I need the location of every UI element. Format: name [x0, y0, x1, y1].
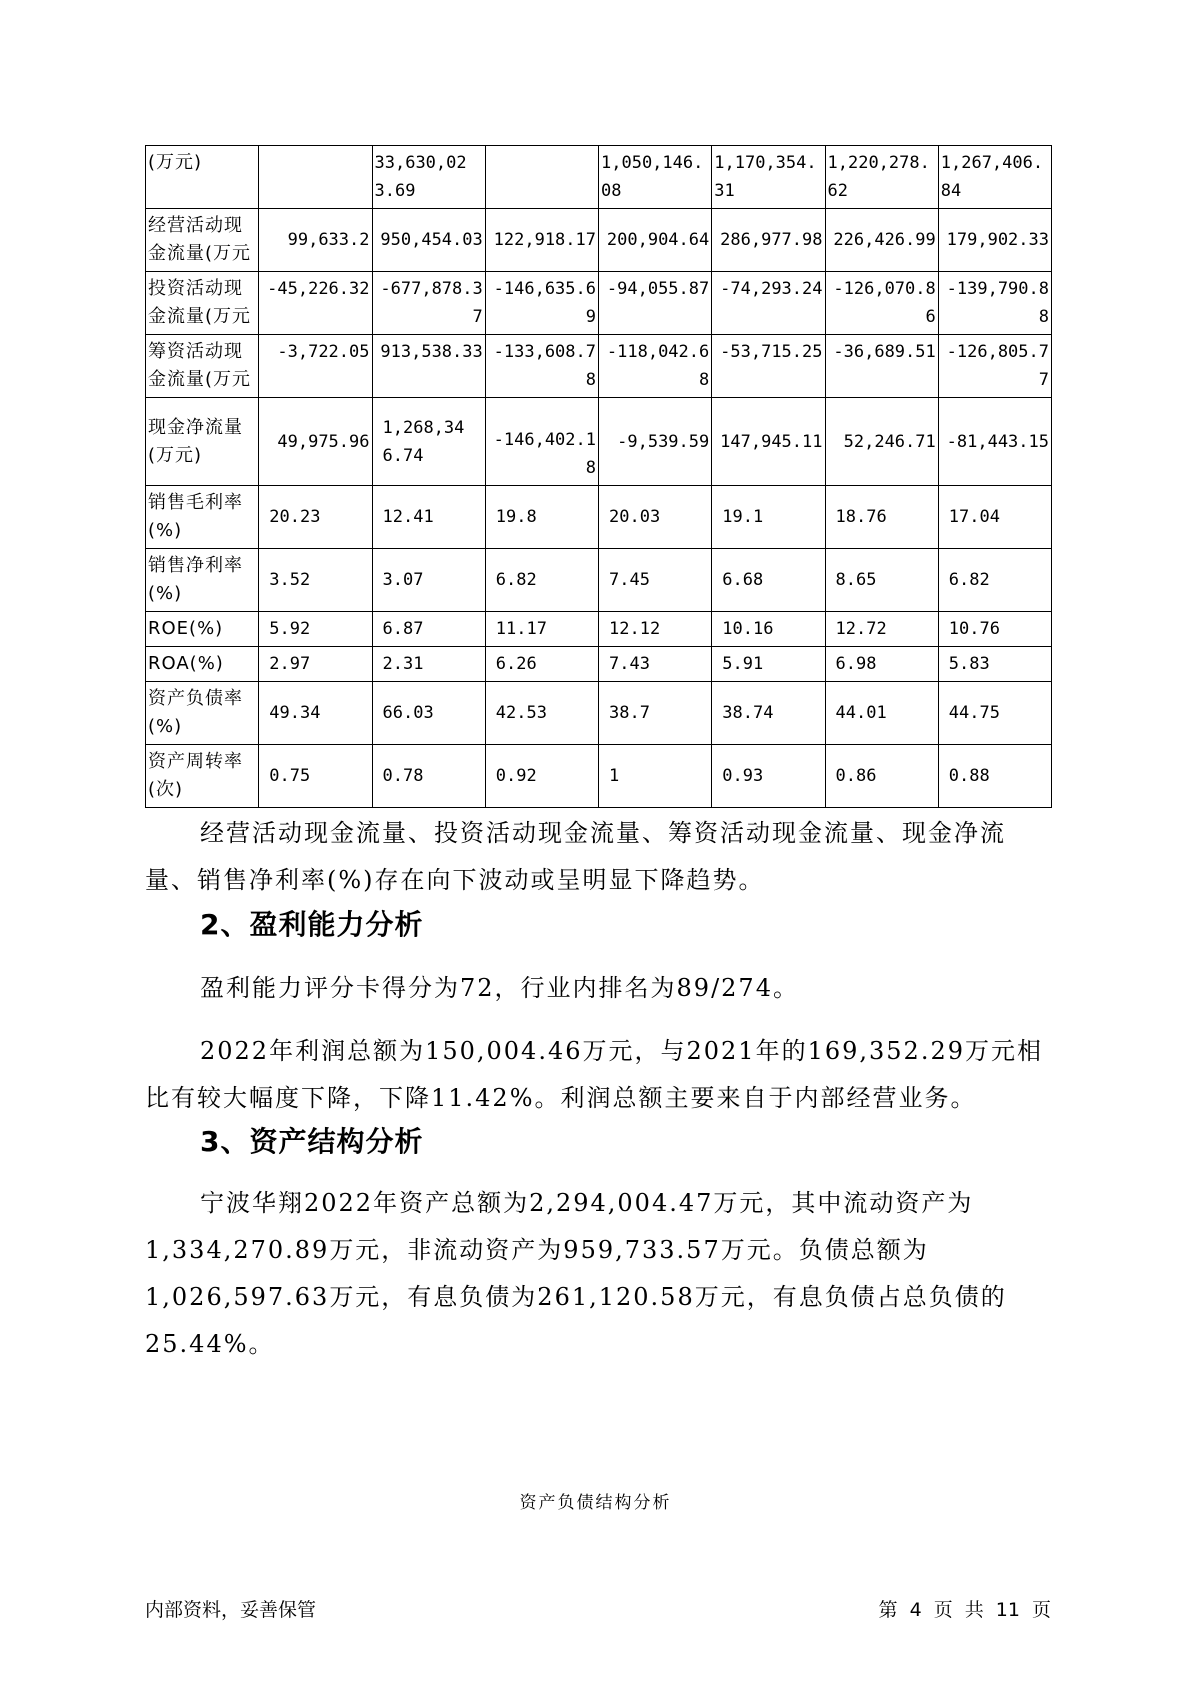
table-cell: 20.23	[259, 486, 372, 549]
table-cell: 5.92	[259, 612, 372, 647]
table-cell: 6.82	[938, 549, 1051, 612]
table-cell: -45,226.32	[259, 272, 372, 335]
section-2-paragraph-1: 盈利能力评分卡得分为72，行业内排名为89/274。	[200, 974, 799, 1002]
row-label: 投资活动现金流量(万元	[146, 272, 259, 335]
table-cell: 6.82	[485, 549, 598, 612]
table-cell: 44.01	[825, 682, 938, 745]
table-row	[146, 745, 1052, 808]
table-cell: 12.72	[825, 612, 938, 647]
table-cell: 6.98	[825, 647, 938, 682]
row-label: 筹资活动现金流量(万元	[146, 335, 259, 398]
table-cell: 3.07	[372, 549, 485, 612]
table-cell: 950,454.03	[372, 209, 485, 272]
footer-page-number: 第 4 页 共 11 页	[878, 1599, 1051, 1621]
table-cell: -126,070.86	[825, 272, 938, 335]
table-cell: 6.87	[372, 612, 485, 647]
section-2-heading: 2、盈利能力分析	[200, 908, 424, 941]
row-label: ROA(%)	[146, 647, 259, 682]
table-cell: 0.78	[372, 745, 485, 808]
table-cell: -81,443.15	[938, 398, 1051, 486]
table-cell: 11.17	[485, 612, 598, 647]
table-cell: 1,268,346.74	[372, 398, 485, 486]
table-cell: 99,633.2	[259, 209, 372, 272]
table-row	[146, 398, 1052, 486]
table-cell: 1,220,278.62	[825, 146, 938, 209]
table-cell: 19.8	[485, 486, 598, 549]
table-cell: 38.7	[599, 682, 712, 745]
table-cell: 38.74	[712, 682, 825, 745]
table-cell: 122,918.17	[485, 209, 598, 272]
table-cell: -677,878.37	[372, 272, 485, 335]
table-cell: -133,608.78	[485, 335, 598, 398]
table-cell: 49.34	[259, 682, 372, 745]
table-cell	[485, 146, 598, 209]
row-label: ROE(%)	[146, 612, 259, 647]
table-cell: 2.97	[259, 647, 372, 682]
table-cell: -3,722.05	[259, 335, 372, 398]
figure-caption: 资产负债结构分析	[519, 1493, 672, 1513]
table-cell: 7.43	[599, 647, 712, 682]
table-cell: 147,945.11	[712, 398, 825, 486]
table-cell: 3.52	[259, 549, 372, 612]
table-cell: 8.65	[825, 549, 938, 612]
row-label: 现金净流量(万元)	[146, 398, 259, 486]
table-cell: 0.88	[938, 745, 1051, 808]
table-cell: 10.76	[938, 612, 1051, 647]
table-cell: -53,715.25	[712, 335, 825, 398]
table-cell: 179,902.33	[938, 209, 1051, 272]
table-cell: -139,790.88	[938, 272, 1051, 335]
table-row	[146, 549, 1052, 612]
table-row	[146, 335, 1052, 398]
table-cell: 5.83	[938, 647, 1051, 682]
table-row	[146, 612, 1052, 647]
table-cell: 6.26	[485, 647, 598, 682]
row-label: 销售毛利率(%)	[146, 486, 259, 549]
table-cell: 6.68	[712, 549, 825, 612]
table-cell: 12.12	[599, 612, 712, 647]
table-row	[146, 647, 1052, 682]
financial-indicators-table	[145, 145, 1052, 808]
row-label: 经营活动现金流量(万元	[146, 209, 259, 272]
table-cell: 33,630,023.69	[372, 146, 485, 209]
table-cell: 1,170,354.31	[712, 146, 825, 209]
table-cell: -146,402.18	[485, 398, 598, 486]
table-cell: 42.53	[485, 682, 598, 745]
row-label: 资产负债率(%)	[146, 682, 259, 745]
table-cell: 20.03	[599, 486, 712, 549]
table-row	[146, 209, 1052, 272]
table-row	[146, 272, 1052, 335]
table-cell: 52,246.71	[825, 398, 938, 486]
table-cell: 17.04	[938, 486, 1051, 549]
table-cell: -146,635.69	[485, 272, 598, 335]
table-cell: 286,977.98	[712, 209, 825, 272]
table-cell: 0.86	[825, 745, 938, 808]
table-cell: 200,904.64	[599, 209, 712, 272]
table-row	[146, 146, 1052, 209]
table-cell: 0.93	[712, 745, 825, 808]
table-cell: 913,538.33	[372, 335, 485, 398]
section-3-heading: 3、资产结构分析	[200, 1125, 424, 1158]
table-cell	[259, 146, 372, 209]
table-cell: 66.03	[372, 682, 485, 745]
row-label: 资产周转率(次)	[146, 745, 259, 808]
row-label: 销售净利率(%)	[146, 549, 259, 612]
table-cell: 2.31	[372, 647, 485, 682]
table-cell: 44.75	[938, 682, 1051, 745]
table-cell: -9,539.59	[599, 398, 712, 486]
table-cell: 5.91	[712, 647, 825, 682]
footer-confidential-note: 内部资料，妥善保管	[145, 1599, 317, 1621]
table-cell: 1,050,146.08	[599, 146, 712, 209]
table-cell: -126,805.77	[938, 335, 1051, 398]
table-cell: -74,293.24	[712, 272, 825, 335]
table-cell: 0.92	[485, 745, 598, 808]
table-row	[146, 486, 1052, 549]
table-cell: -36,689.51	[825, 335, 938, 398]
table-cell: 7.45	[599, 549, 712, 612]
table-cell: 1	[599, 745, 712, 808]
table-cell: 10.16	[712, 612, 825, 647]
summary-paragraph: 经营活动现金流量、投资活动现金流量、筹资活动现金流量、现金净流量、销售净利率(%)存在向下波动或呈明显下降趋势。	[145, 819, 1006, 894]
section-2-paragraph-2: 2022年利润总额为150,004.46万元，与2021年的169,352.29万元相比有较大幅度下降，下降11.42%。利润总额主要来自于内部经营业务。	[145, 1037, 1043, 1112]
table-row	[146, 682, 1052, 745]
table-cell: 1,267,406.84	[938, 146, 1051, 209]
table-cell: 12.41	[372, 486, 485, 549]
table-cell: -118,042.68	[599, 335, 712, 398]
section-3-paragraph-1: 宁波华翔2022年资产总额为2,294,004.47万元，其中流动资产为1,334,270.89万元，非流动资产为959,733.57万元。负债总额为1,026,597.63万元，有息负债为261,120.58万元，有息负债占总负债的25.44%。	[145, 1189, 1007, 1358]
table-cell: 226,426.99	[825, 209, 938, 272]
table-cell: 18.76	[825, 486, 938, 549]
table-cell: -94,055.87	[599, 272, 712, 335]
table-cell: 0.75	[259, 745, 372, 808]
table-cell: 49,975.96	[259, 398, 372, 486]
table-cell: 19.1	[712, 486, 825, 549]
row-label: (万元)	[146, 146, 259, 209]
